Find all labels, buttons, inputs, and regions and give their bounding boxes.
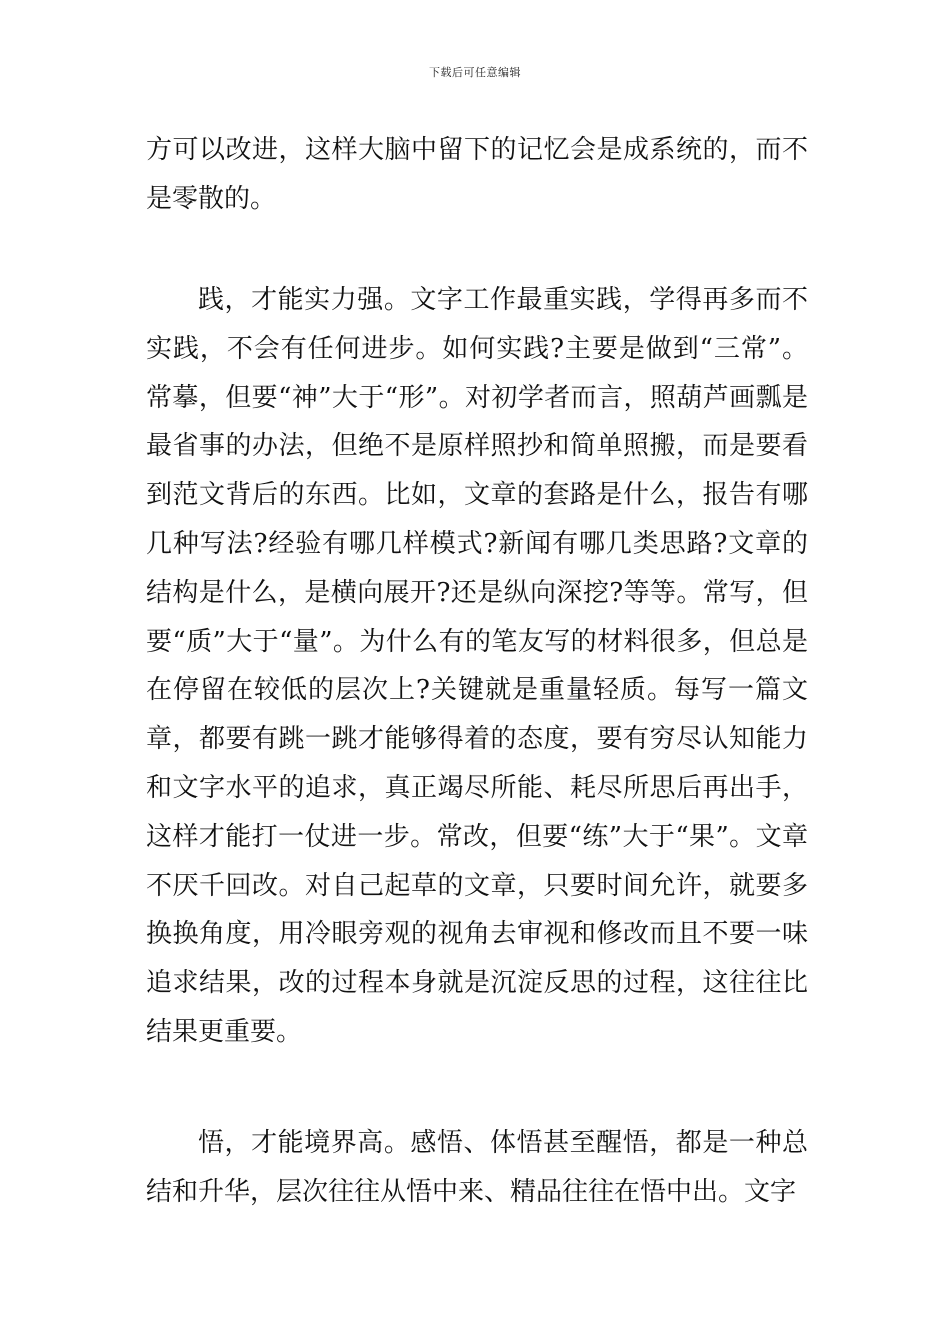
paragraph-2: 践，才能实力强。文字工作最重实践，学得再多而不实践，不会有任何进步。如何实践?主要是做到“三常”。常摹，但要“神”大于“形”。对初学者而言，照葫芦画瓢是最省事的办法，但绝不是原样照抄和简单照搬，而是要看到范文背后的东西。比如，文章的套路是什么，报告有哪几种写法?经验有哪几样模式?新闻有哪几类思路?文章的结构是什么，是横向展开?还是纵向深挖?等等。常写，但要“质”大于“量”。为什么有的笔友写的材料很多，但总是在停留在较低的层次上?关键就是重量轻质。每写一篇文章，都要有跳一跳才能够得着的态度，要有穷尽认知能力和文字水平的追求，真正竭尽所能、耗尽所思后再出手，这样才能打一仗进一步。常改，但要“练”大于“果”。文章不厌千回改。对自己起草的文章，只要时间允许，就要多换换角度，用冷眼旁观的视角去审视和修改而且不要一味追求结果，改的过程本身就是沉淀反思的过程，这往往比结果更重要。 xyxy=(146,285,808,1047)
paragraph-3: 悟，才能境界高。感悟、体悟甚至醒悟，都是一种总结和升华，层次往往从悟中来、精品往往在悟中出。文字 xyxy=(146,1128,808,1207)
paragraph-1: 方可以改进，这样大脑中留下的记忆会是成系统的，而不是零散的。 xyxy=(146,135,808,214)
header-note: 下载后可任意编辑 xyxy=(429,66,521,79)
